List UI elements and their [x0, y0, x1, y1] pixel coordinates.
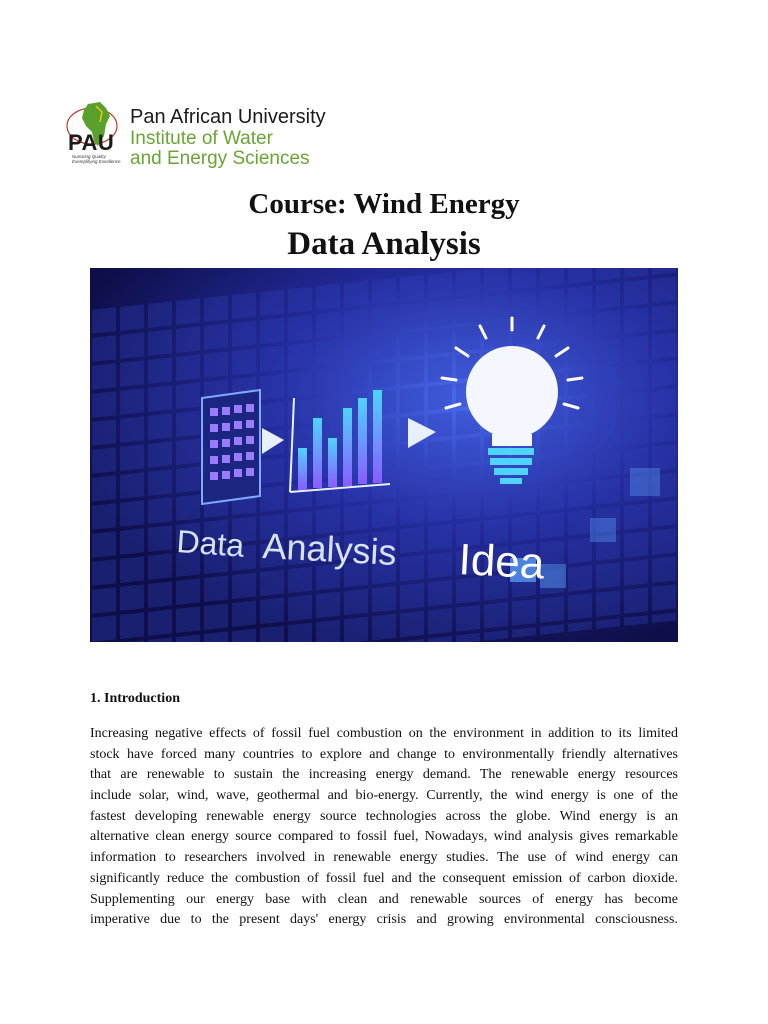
- section-heading: 1. Introduction: [90, 691, 180, 706]
- hero-label-analysis: Analysis: [261, 525, 398, 574]
- data-grid-icon: [202, 390, 260, 504]
- logo-tagline: Nurturing Quality: [72, 154, 106, 159]
- paragraph-line: that are renewable to sustain the increasing energy demand. The renewable energy resources: [90, 767, 678, 783]
- paragraph: [90, 724, 678, 931]
- logo-abbreviation: PAU: [68, 130, 115, 155]
- logo-tagline: Exemplifying Excellence: [72, 159, 121, 164]
- page-title: Data Analysis: [287, 226, 481, 262]
- paragraph-line: fastest developing renewable energy source technologies across the globe. Wind energy is an: [90, 808, 678, 824]
- paragraph-line: Supplementing our energy base with clean and renewable sources of energy has become: [90, 891, 678, 907]
- institute-name: Institute of Water: [130, 128, 273, 149]
- paragraph-line: imperative due to the present days' energy crisis and growing environmental consciousness.: [90, 912, 678, 928]
- paragraph-line: Increasing negative effects of fossil fuel combustion on the environment in addition to its limited: [90, 726, 678, 741]
- paragraph-line: stock have forced many countries to explore and change to environmentally friendly alternatives: [90, 746, 678, 762]
- hero-label-idea: Idea: [457, 535, 546, 589]
- university-name: Pan African University: [130, 106, 326, 128]
- hero-image: [90, 268, 678, 642]
- university-logo: [66, 96, 336, 172]
- course-title: Course: Wind Energy: [248, 188, 520, 220]
- paragraph-line: information to researchers involved in renewable energy studies. The use of wind energy can: [90, 850, 678, 866]
- hero-label-data: Data: [175, 523, 246, 564]
- institute-name: and Energy Sciences: [130, 148, 310, 169]
- paragraph-line: alternative clean energy source compared to fossil fuel, Nowadays, wind analysis gives remarkable: [90, 829, 678, 845]
- paragraph-line: include solar, wind, wave, geothermal and bio-energy. Currently, the wind energy is one of the: [90, 788, 678, 804]
- paragraph-line: significantly reduce the combustion of fossil fuel and the consequent emission of carbon dioxide.: [90, 870, 678, 886]
